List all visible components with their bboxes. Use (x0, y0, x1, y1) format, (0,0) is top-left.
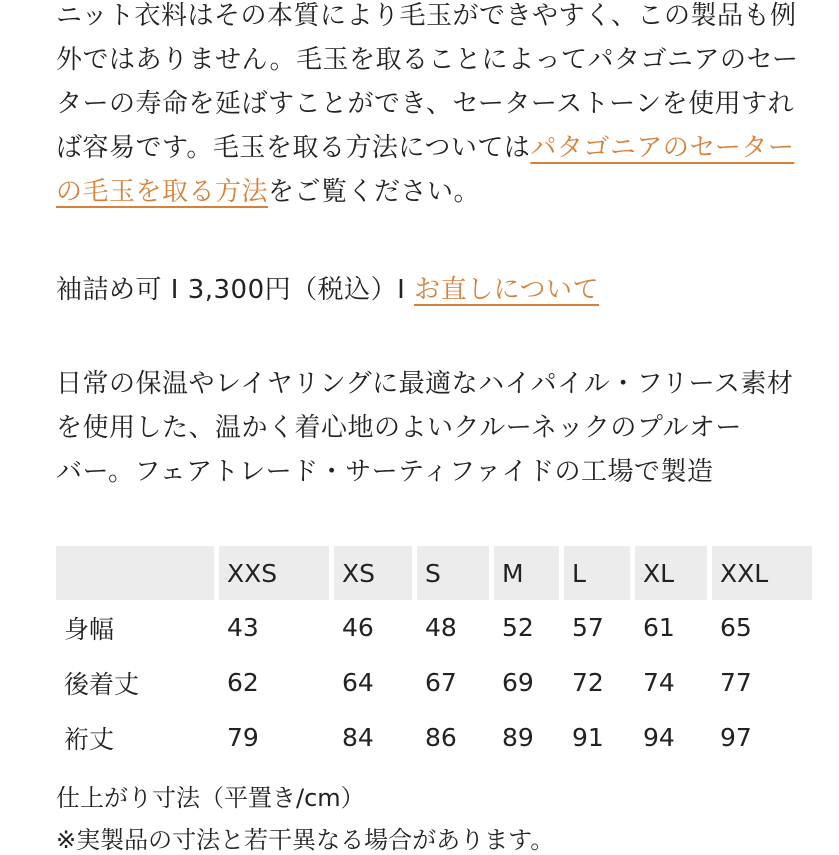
description-line-2: を使用した、温かく着心地のよいクルーネックのプルオー (56, 413, 742, 443)
table-cell: 72 (572, 668, 604, 697)
size-header-m: M (494, 546, 559, 600)
table-row (56, 710, 812, 765)
pilling-guide-link-start[interactable]: パタゴニアのセーター (530, 133, 795, 163)
care-line-3: ターの寿命を延ばすことができ、セーターストーンを使用すれ (56, 89, 795, 119)
care-line-1: ニット衣料はその本質により毛玉ができやすく、この製品も例 (56, 1, 797, 31)
table-cell: 89 (502, 723, 534, 752)
size-header-blank (56, 546, 214, 600)
table-cell: 77 (720, 668, 752, 697)
size-header-l: L (564, 546, 630, 600)
size-header-s: S (417, 546, 489, 600)
alteration-info-link[interactable]: お直しについて (414, 275, 600, 305)
row-label-back-length: 後着丈 (64, 669, 140, 699)
table-cell: 65 (720, 613, 752, 642)
table-cell: 86 (425, 723, 457, 752)
row-label-sleeve: 裄丈 (64, 724, 115, 754)
size-header-xs: XS (334, 546, 412, 600)
size-header-xxl: XXL (712, 546, 812, 600)
pilling-guide-link-end[interactable]: の毛玉を取る方法 (56, 177, 269, 207)
table-cell: 91 (572, 723, 604, 752)
care-line-2: 外ではありません。毛玉を取ることによってパタゴニアのセー (56, 45, 799, 75)
description-line-1: 日常の保温やレイヤリングに最適なハイパイル・フリース素材 (56, 369, 794, 399)
care-line-5-tail: をご覧ください。 (268, 177, 481, 207)
table-row (56, 600, 812, 655)
alteration-paragraph (56, 268, 801, 312)
table-cell: 57 (572, 613, 604, 642)
size-header-row (56, 546, 812, 600)
sleeve-alteration-text: 袖詰め可 I 3,300円（税込）I (56, 275, 415, 305)
care-line-4-text: ば容易です。毛玉を取る方法については (56, 133, 531, 163)
table-cell: 79 (227, 723, 259, 752)
table-cell: 69 (502, 668, 534, 697)
size-header-xxs: XXS (219, 546, 329, 600)
table-cell: 64 (342, 668, 374, 697)
table-cell: 46 (342, 613, 374, 642)
care-paragraph (56, 0, 801, 214)
table-cell: 48 (425, 613, 457, 642)
table-cell: 61 (643, 613, 675, 642)
disclaimer-note: ※実製品の寸法と若干異なる場合があります。 (56, 826, 555, 854)
row-label-width: 身幅 (64, 614, 115, 644)
table-cell: 97 (720, 723, 752, 752)
table-cell: 94 (643, 723, 675, 752)
product-description (56, 362, 801, 494)
care-line-4 (56, 126, 801, 170)
table-cell: 74 (643, 668, 675, 697)
unit-note: 仕上がり寸法（平置き/cm） (56, 784, 365, 812)
size-header-xl: XL (635, 546, 707, 600)
table-row (56, 655, 812, 710)
table-cell: 67 (425, 668, 457, 697)
size-table (51, 546, 817, 765)
alteration-line (56, 268, 801, 312)
table-cell: 43 (227, 613, 259, 642)
table-cell: 62 (227, 668, 259, 697)
table-cell: 52 (502, 613, 534, 642)
description-line-3: バー。フェアトレード・サーティファイドの工場で製造 (56, 457, 714, 487)
care-line-5 (56, 170, 801, 214)
table-cell: 84 (342, 723, 374, 752)
